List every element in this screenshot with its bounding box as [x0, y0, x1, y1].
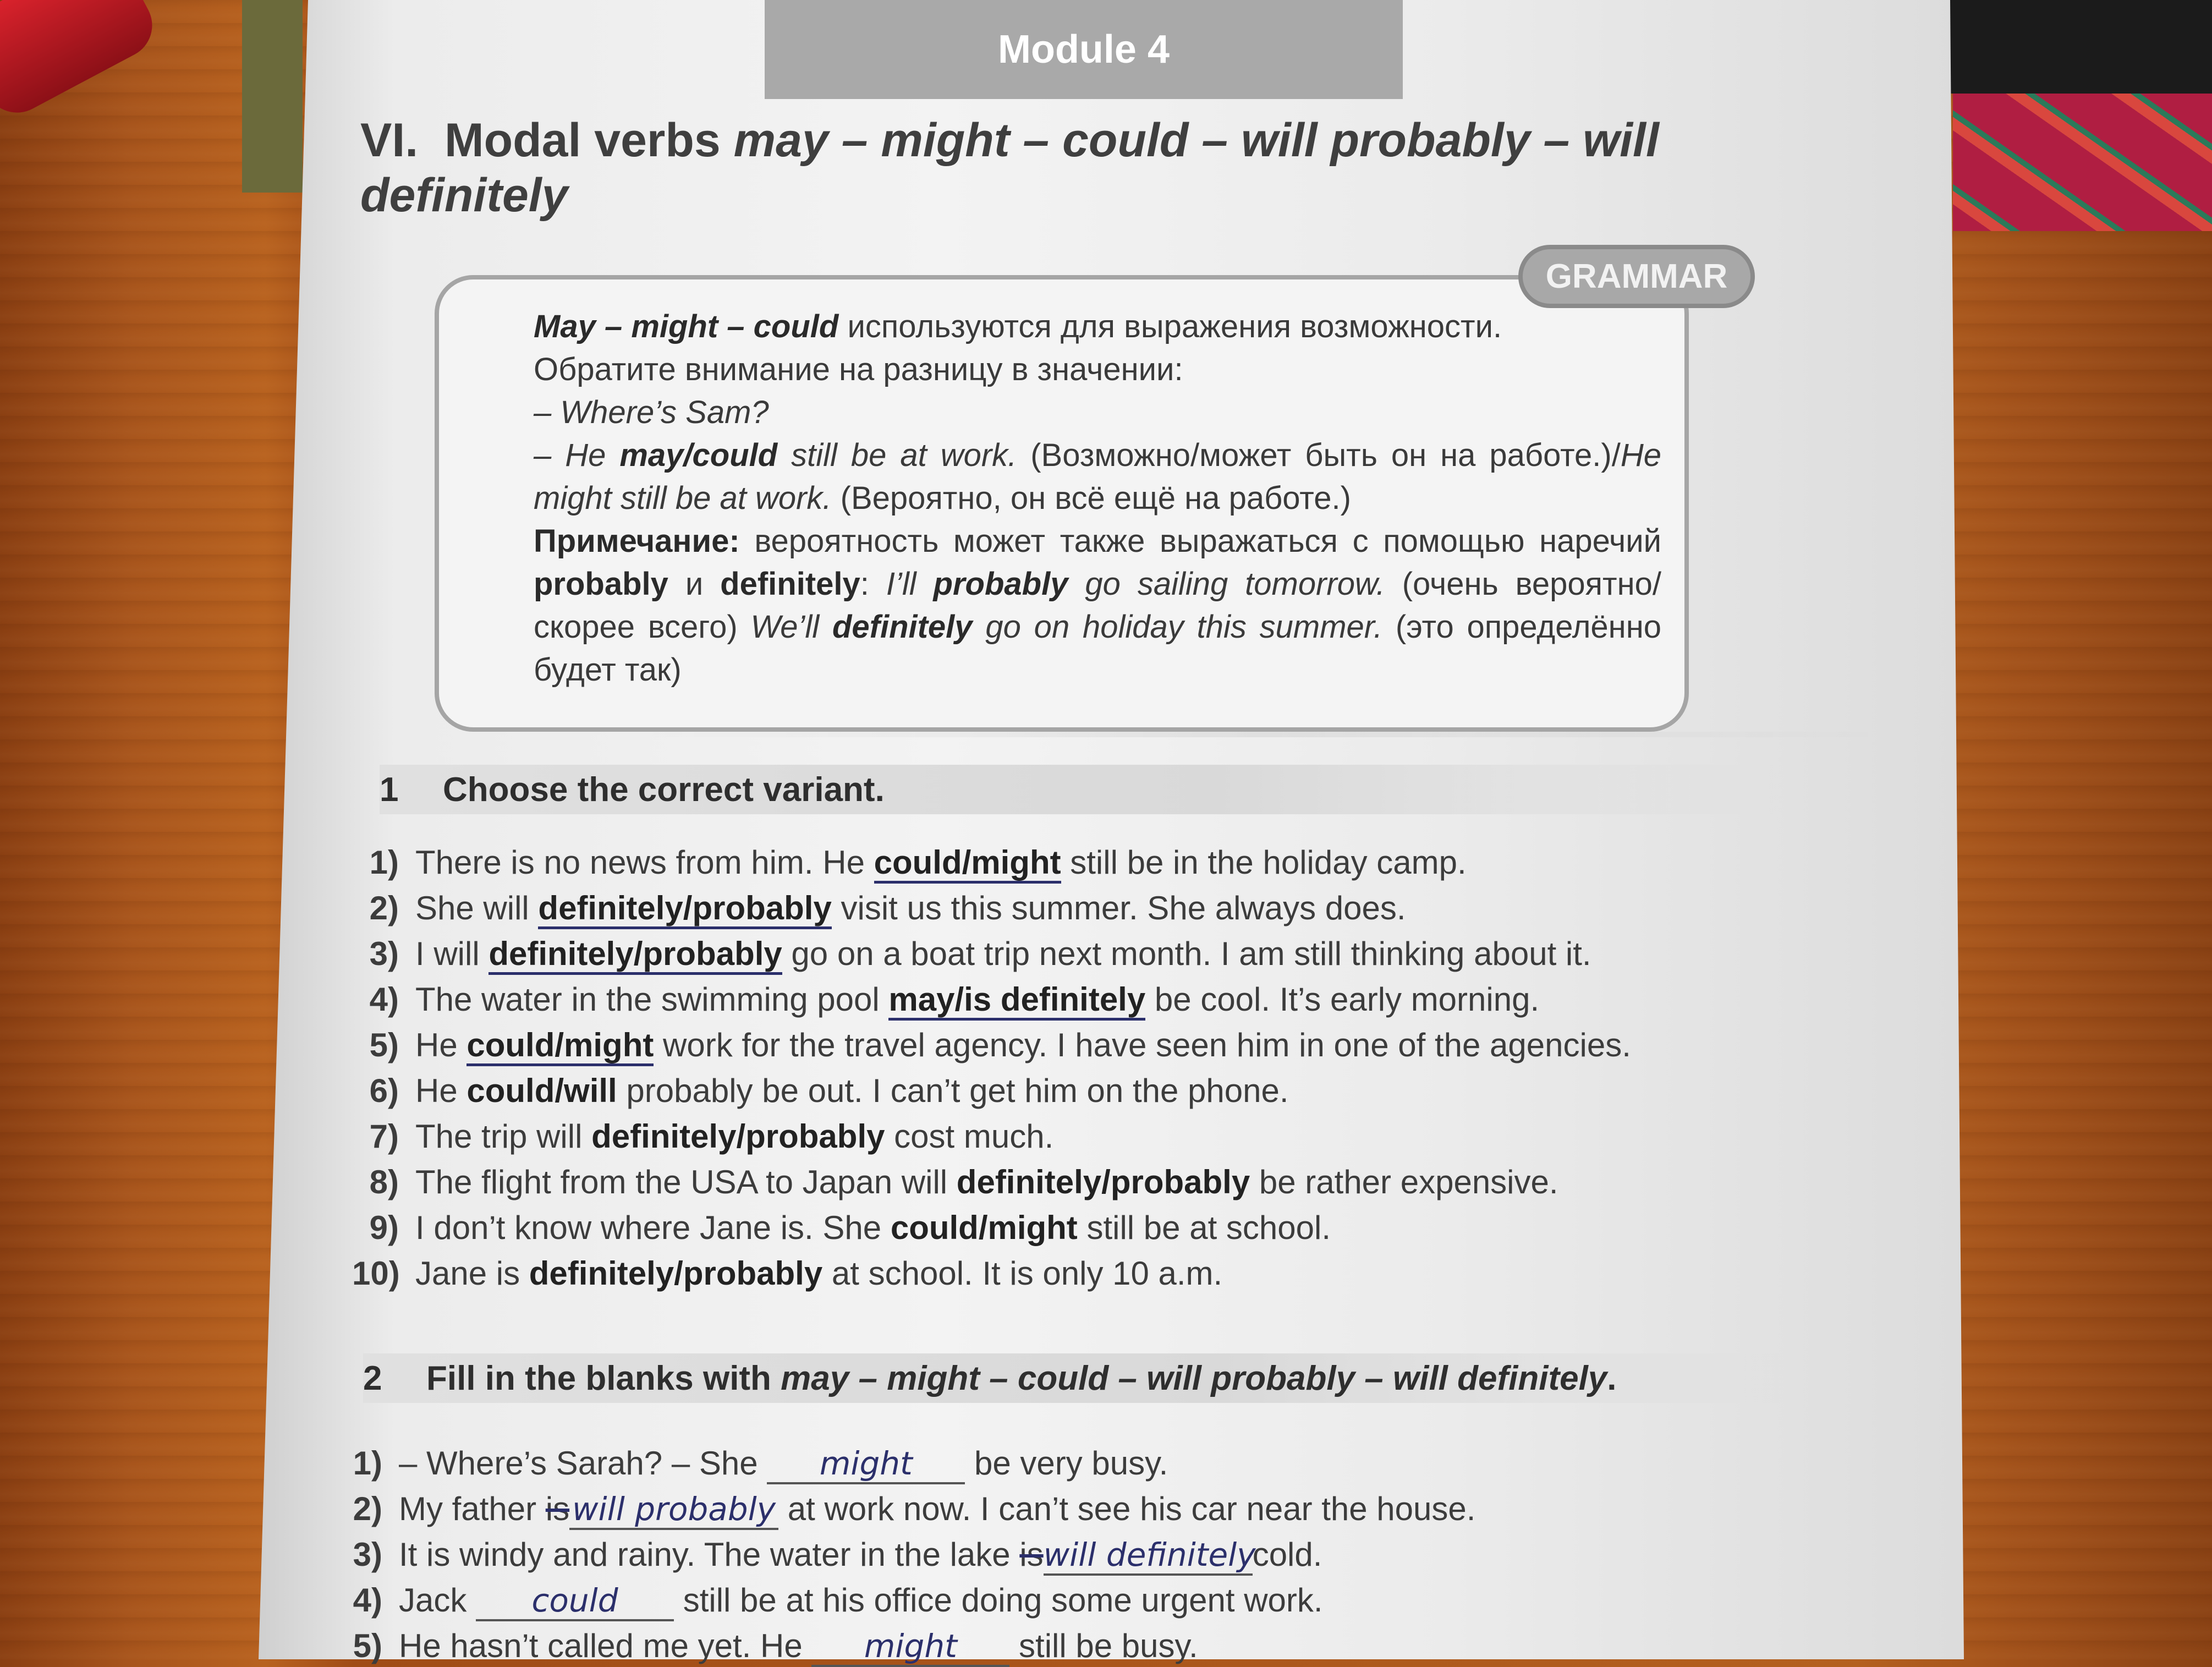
ex1-item-text: I don’t know where Jane is. She	[415, 1209, 891, 1246]
ex2-item-number: 3)	[353, 1536, 382, 1573]
grammar-line-1: используются для выражения возможности.	[838, 309, 1502, 344]
grammar-ex1-b: probably	[933, 566, 1068, 602]
section-title-italic: may – might – could – will probably – will	[733, 114, 1659, 167]
ex2-item	[336, 1627, 1198, 1667]
grammar-text	[534, 305, 1661, 692]
dark-object	[1947, 0, 2212, 94]
grammar-ex1-d: (очень вероятно/скорее всего)	[534, 566, 1661, 645]
ex1-item-text-end: work for the travel agency. I have seen him in one of the agencies.	[654, 1027, 1631, 1063]
ex2-item	[336, 1581, 1323, 1621]
ex1-item-number: 1)	[369, 844, 399, 881]
ex1-item	[352, 980, 1539, 1018]
ex1-item	[352, 1209, 1331, 1247]
handwritten-answer: will definitely	[1043, 1536, 1256, 1573]
grammar-note-text: вероятность может также выражаться с помощью наречий	[739, 523, 1661, 559]
ex2-item	[336, 1490, 1475, 1530]
grammar-ex2-a: We’ll	[750, 609, 832, 645]
ex1-item-choice: could/might	[890, 1209, 1078, 1246]
struck-word: is	[1019, 1536, 1044, 1573]
ex1-item-choice: definitely/probably	[529, 1255, 823, 1292]
ex1-item-text-end: cost much.	[885, 1118, 1054, 1155]
ex1-item-number: 8)	[369, 1164, 399, 1200]
exercise-1-instruction: Choose the correct variant.	[443, 770, 885, 809]
ex1-item-choice: could/will	[466, 1072, 617, 1109]
ex1-item-number: 7)	[369, 1118, 399, 1155]
grammar-ex2-d: (это определённо будет так)	[534, 609, 1661, 688]
ex2-item-text: It is windy and rainy. The water in the lake	[399, 1536, 1020, 1573]
ex2-item-number: 5)	[353, 1627, 382, 1664]
ex1-item-text: He	[415, 1072, 467, 1109]
exercise-2-heading	[363, 1353, 1793, 1403]
handwritten-answer: could	[531, 1582, 618, 1619]
module-header: Module 4	[765, 0, 1403, 99]
ex1-item-text: I will	[415, 935, 489, 972]
ex1-item-text-end: be cool. It’s early morning.	[1145, 981, 1540, 1018]
grammar-ex1-c: go sailing tomorrow.	[1068, 566, 1385, 602]
ex2-item-text: – Where’s Sarah? – She	[399, 1445, 767, 1482]
grammar-badge: GRAMMAR	[1518, 245, 1755, 308]
ex1-item-text: He	[415, 1027, 467, 1063]
ex2-item-text: My father	[399, 1490, 546, 1527]
answer-blank[interactable]	[569, 1490, 778, 1530]
ex1-item-choice: could/might	[466, 1027, 654, 1066]
exercise-1-heading	[380, 765, 1777, 814]
ex1-item-number: 3)	[369, 935, 399, 972]
grammar-example-d: (Возможно/может быть он на работе.)/	[1017, 437, 1621, 473]
ex1-item-choice: could/might	[874, 844, 1061, 884]
answer-blank[interactable]	[476, 1581, 674, 1621]
ex2-item-number: 4)	[353, 1582, 382, 1619]
ex1-item-text-end: be rather expensive.	[1250, 1164, 1558, 1200]
ex1-item	[352, 1117, 1053, 1155]
ex1-item-number: 2)	[369, 890, 399, 926]
ex1-item-text: There is no news from him. He	[415, 844, 874, 881]
book-edge	[242, 0, 303, 193]
exercise-2-instruction	[426, 1359, 1617, 1398]
struck-word: is	[545, 1490, 570, 1527]
answer-blank[interactable]	[767, 1444, 965, 1484]
answer-blank[interactable]	[1043, 1536, 1256, 1576]
ex2-item	[336, 1444, 1168, 1484]
grammar-modals: May – might – could	[534, 309, 839, 344]
ex1-item-choice: definitely/probably	[538, 890, 831, 929]
ex1-item	[352, 889, 1406, 927]
exercise-2-instruction-c: .	[1607, 1359, 1617, 1397]
patterned-cloth	[1953, 94, 2212, 231]
grammar-line-3: – Where’s Sam?	[534, 394, 769, 430]
handwritten-answer: might	[864, 1627, 957, 1665]
exercise-2-instruction-a: Fill in the blanks with	[426, 1359, 781, 1397]
ex2-item-text: Jack	[399, 1582, 476, 1619]
answer-blank[interactable]	[811, 1627, 1009, 1667]
section-number: VI.	[360, 114, 419, 167]
ex1-item	[352, 1163, 1558, 1201]
ex1-item-text-end: go on a boat trip next month. I am still thinking about it.	[782, 935, 1591, 972]
ex2-item-text-end: cold.	[1252, 1536, 1322, 1573]
ex1-item-number: 4)	[369, 981, 399, 1018]
ex1-item-number: 5)	[369, 1027, 399, 1063]
ex2-item-text-end: at work now. I can’t see his car near the house.	[778, 1490, 1476, 1527]
ex1-item-text: Jane is	[415, 1255, 529, 1292]
grammar-note-label: Примечание:	[534, 523, 740, 559]
ex1-item-number: 6)	[369, 1072, 399, 1109]
ex2-item-text-end: be very busy.	[965, 1445, 1168, 1482]
ex1-item	[352, 843, 1467, 881]
ex2-item-text-end: still be at his office doing some urgent work.	[674, 1582, 1323, 1619]
ex1-item-choice: definitely/probably	[488, 935, 782, 975]
grammar-example-c: still be at work.	[777, 437, 1017, 473]
grammar-note-and: и	[668, 566, 721, 602]
grammar-example-b: may/could	[619, 437, 778, 473]
ex2-item-number: 2)	[353, 1490, 382, 1527]
ex1-item-text: She will	[415, 890, 539, 926]
ex2-item-text-end: still be busy.	[1009, 1627, 1198, 1664]
grammar-example-e: He might still be at work.	[534, 437, 1661, 516]
section-prefix: Modal verbs	[444, 114, 721, 167]
ex1-item-text: The trip will	[415, 1118, 592, 1155]
grammar-example-a: – He	[534, 437, 620, 473]
paper-fold	[627, 732, 1892, 737]
ex1-item	[352, 1026, 1631, 1064]
ex1-item-choice: definitely/probably	[591, 1118, 885, 1155]
ex2-item-number: 1)	[353, 1445, 382, 1482]
ex1-item-text-end: still be at school.	[1077, 1209, 1331, 1246]
exercise-1-number: 1	[380, 770, 399, 809]
section-title	[360, 113, 1681, 223]
grammar-note-definitely: definitely	[720, 566, 860, 602]
grammar-ex2-c: go on holiday this summer.	[972, 609, 1383, 645]
section-title-line2: definitely	[360, 169, 568, 222]
grammar-ex2-b: definitely	[832, 609, 973, 645]
ex1-item-text-end: still be in the holiday camp.	[1061, 844, 1467, 881]
ex1-item-choice: may/is definitely	[888, 981, 1145, 1021]
grammar-note-colon: :	[860, 566, 886, 602]
ex1-item-choice: definitely/probably	[956, 1164, 1250, 1200]
ex1-item	[352, 1072, 1289, 1110]
ex2-item-text: He hasn’t called me yet. He	[399, 1627, 812, 1664]
ex1-item-text-end: probably be out. I can’t get him on the phone.	[617, 1072, 1289, 1109]
handwritten-answer: might	[819, 1445, 913, 1482]
ex1-item-text: The water in the swimming pool	[415, 981, 889, 1018]
exercise-2-instruction-b: may – might – could – will probably – will definitely	[781, 1359, 1607, 1397]
ex1-item-text: The flight from the USA to Japan will	[415, 1164, 957, 1200]
ex1-item-text-end: visit us this summer. She always does.	[831, 890, 1406, 926]
grammar-note-probably: probably	[534, 566, 668, 602]
ex2-item	[336, 1536, 1322, 1576]
ex1-item-text-end: at school. It is only 10 a.m.	[822, 1255, 1223, 1292]
exercise-2-number: 2	[363, 1359, 382, 1397]
ex1-item	[352, 935, 1591, 973]
ex1-item-number: 9)	[369, 1209, 399, 1246]
grammar-example-f: (Вероятно, он всё ещё на работе.)	[831, 480, 1351, 516]
handwritten-answer: will probably	[572, 1490, 776, 1528]
grammar-line-2: Обратите внимание на разницу в значении:	[534, 352, 1183, 387]
ex1-item	[352, 1254, 1222, 1292]
grammar-ex1-a: I’ll	[886, 566, 934, 602]
ex1-item-number: 10)	[352, 1255, 400, 1292]
